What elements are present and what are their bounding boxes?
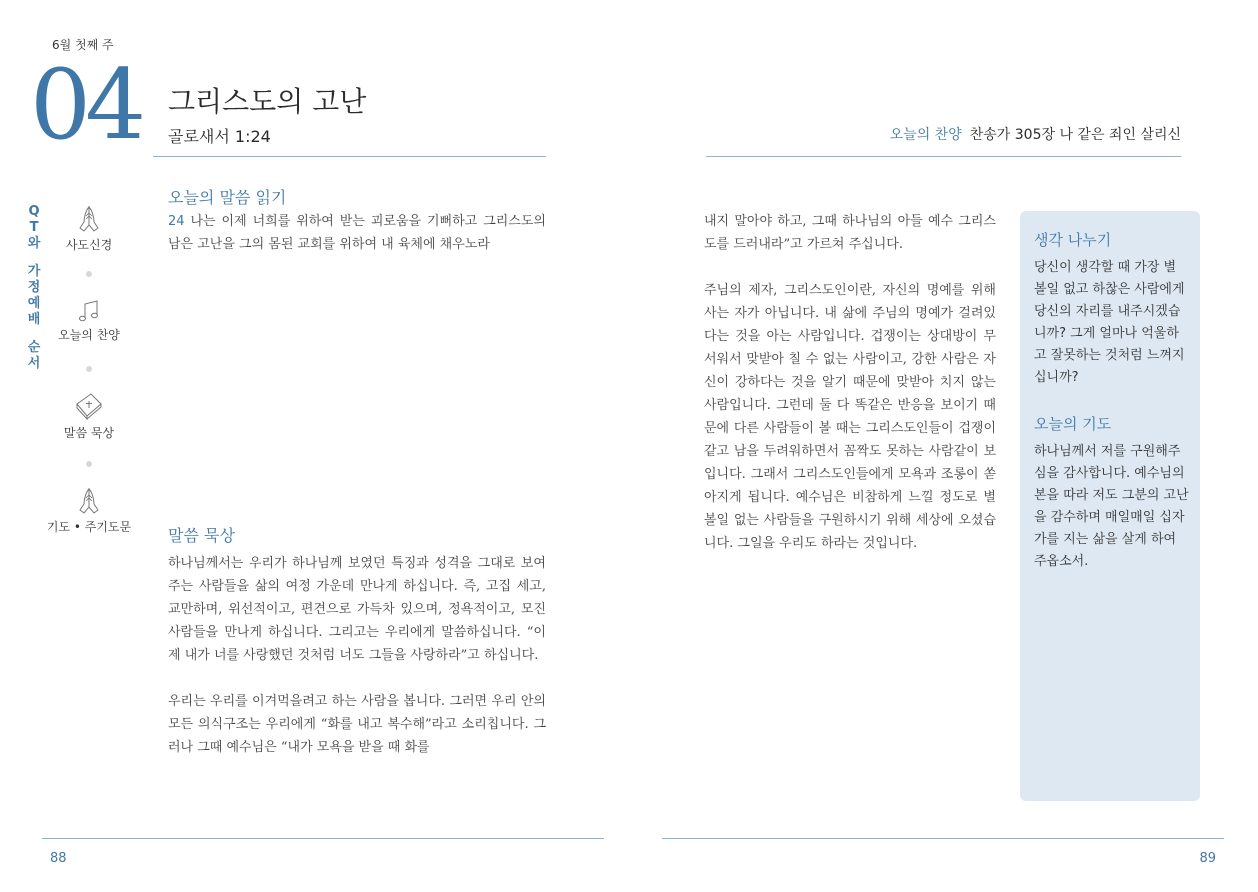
todays-hymn [890, 124, 1181, 144]
meditation-text-left [168, 552, 546, 759]
vertical-section-label [27, 204, 41, 372]
meditation-paragraph: 내지 말아야 하고, 그때 하나님의 아들 예수 그리스도를 드러내라”고 가르쳐 주십니다. [704, 214, 996, 252]
sidebar-item-label: 말씀 묵상 [63, 426, 115, 440]
vertical-char: T [29, 220, 39, 235]
meditation-paragraph: 주님의 제자, 그리스도인이란, 자신의 명예를 위해 사는 자가 아닙니다. 내 삶에 주님의 명예가 걸려있다는 것을 아는 사람입니다. 겁쟁이는 상대방이 무서워서 맞받아 칠 수 없는 사람이고, 강한 사람은 자신이 강하다는 것을 알기 때문에 맞받아 치지 않는 사람입니다. 그런데 둘 다 똑같은 반응을 보이기 때문에 다른 사람들이 볼 때는 그리스도인들이 겁쟁이 같고 남을 두려워하면서 꼼짝도 못하는 사람같이 보입니다. 그래서 그리스도인들에게 모욕과 조롱이 쏟아지게 됩니다. 예수님은 비참하게 느낄 정도로 별 볼일 없는 사람들을 구원하시기 위해 세상에 오셨습니다. 그일을 우리도 하라는 것입니다. [704, 283, 996, 551]
divider-bottom-left [42, 838, 604, 839]
sidebar-item-hymn [44, 298, 134, 343]
sidebar-item-prayer [44, 486, 134, 535]
page-number-right: 89 [1199, 851, 1216, 866]
share-heading: 생각 나누기 [1034, 231, 1112, 249]
vertical-char: 와 [27, 236, 41, 251]
sidebar-dot [86, 271, 92, 277]
meditation-paragraph: 하나님께서는 우리가 하나님께 보였던 특징과 성격을 그대로 보여주는 사람들을 삶의 여정 가운데 만나게 하십니다. 즉, 고집 세고, 교만하며, 위선적이고, 편견으로 가득차 있으며, 정욕적이고, 모진 사람들을 만나게 하십니다. 그리고는 우리에게 말씀하십니다. “이제 내가 너를 사랑했던 것처럼 너도 그들을 사랑하라”고 하십니다. [168, 556, 546, 663]
hymn-label: 오늘의 찬양 [889, 127, 962, 143]
vertical-char: Q [28, 204, 40, 219]
meditation-heading: 말씀 묵상 [168, 526, 235, 545]
vertical-char: 순 [27, 340, 41, 355]
sharing-box [1020, 211, 1200, 801]
vertical-char: 정 [27, 280, 41, 295]
vertical-char: 배 [27, 312, 41, 327]
praying-hands-icon [75, 204, 103, 234]
vertical-gap [27, 252, 41, 264]
music-note-icon [75, 298, 103, 324]
hymn-text: 찬송가 305장 나 같은 죄인 살리신 [969, 127, 1181, 143]
vertical-char: 예 [27, 296, 41, 311]
divider-bottom-right [662, 838, 1224, 839]
sidebar-item-label: 기도 • 주기도문 [46, 520, 132, 534]
verse-text: 나는 이제 너희를 위하여 받는 괴로움을 기뻐하고 그리스도의 남은 고난을 그의 몸된 교회를 위하여 내 육체에 채우노라 [168, 214, 546, 252]
verse-number: 24 [168, 214, 185, 229]
verse-passage [168, 210, 546, 256]
sidebar-item-meditation [44, 390, 134, 441]
scripture-reference: 골로새서 1:24 [168, 127, 271, 146]
prayer-heading: 오늘의 기도 [1034, 415, 1112, 433]
page-title: 그리스도의 고난 [168, 85, 367, 118]
vertical-char: 가 [27, 264, 41, 279]
sidebar-item-creed [44, 204, 134, 253]
meditation-text-right [704, 210, 996, 555]
day-number: 04 [30, 49, 141, 161]
praying-hands-icon [75, 486, 103, 516]
sidebar-dot [86, 366, 92, 372]
vertical-gap [27, 328, 41, 340]
divider-top-right [706, 156, 1181, 157]
sidebar-item-label: 사도신경 [65, 238, 113, 252]
reading-heading: 오늘의 말씀 읽기 [168, 188, 287, 207]
prayer-text: 하나님께서 저를 구원해주심을 감사합니다. 예수님의 본을 따라 저도 그분의 고난을 감수하며 매일매일 십자가를 지는 삶을 살게 하여 주옵소서. [1034, 444, 1189, 569]
sidebar-item-label: 오늘의 찬양 [58, 328, 120, 342]
week-label: 6월 첫째 주 [52, 38, 114, 52]
page-number-left: 88 [50, 851, 67, 866]
vertical-char: 서 [27, 356, 41, 371]
bible-icon [73, 390, 105, 422]
share-text: 당신이 생각할 때 가장 별 볼일 없고 하찮은 사람에게 당신의 자리를 내주시겠습니까? 그게 얼마나 억울하고 잘못하는 것처럼 느껴지십니까? [1034, 260, 1185, 385]
meditation-paragraph: 우리는 우리를 이겨먹을려고 하는 사람을 봅니다. 그러면 우리 안의 모든 의식구조는 우리에게 “화를 내고 복수해”라고 소리칩니다. 그러나 그때 예수님은 “내가 모욕을 받을 때 화를 [168, 694, 546, 755]
sidebar-dot [86, 461, 92, 467]
divider-top-left [153, 156, 546, 157]
